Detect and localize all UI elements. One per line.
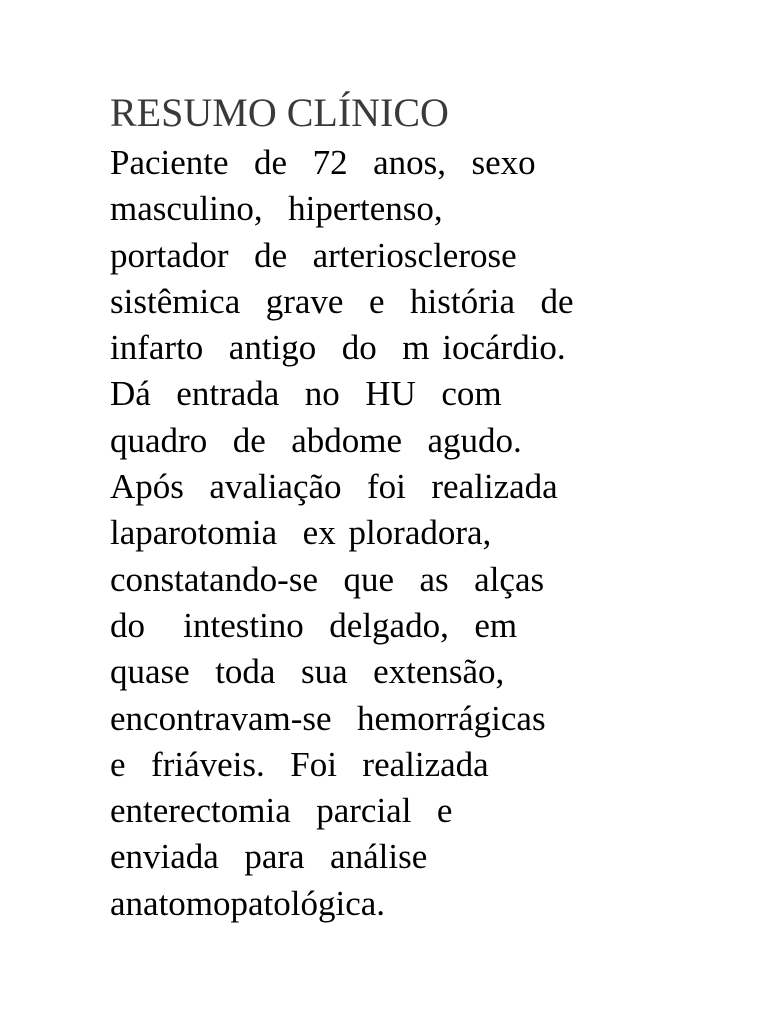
text-line: anatomopatológica. [110,883,386,923]
page-title: RESUMO CLÍNICO [110,90,449,135]
clinical-summary-text [110,140,574,927]
text-line: e friáveis. Foi realizada [110,744,489,784]
text-line: portador de arteriosclerose [110,235,517,275]
text-line: constatando-se que as alças [110,559,545,599]
text-line: infarto antigo do m iocárdio. [110,328,566,368]
text-line: enviada para análise [110,837,428,877]
text-line: masculino, hipertenso, [110,189,443,229]
text-line: enterectomia parcial e [110,791,453,831]
text-line: quadro de abdome agudo. [110,420,522,460]
text-line: quase toda sua extensão, [110,652,505,692]
text-line: do intestino delgado, em [110,605,518,645]
text-line: sistêmica grave e história de [110,281,574,321]
text-line: Paciente de 72 anos, sexo [110,143,536,182]
text-line: Dá entrada no HU com [110,374,502,414]
text-line: encontravam-se hemorrágicas [110,698,546,738]
text-line: laparotomia ex ploradora, [110,513,492,553]
text-line: Após avaliação foi realizada [110,467,558,507]
